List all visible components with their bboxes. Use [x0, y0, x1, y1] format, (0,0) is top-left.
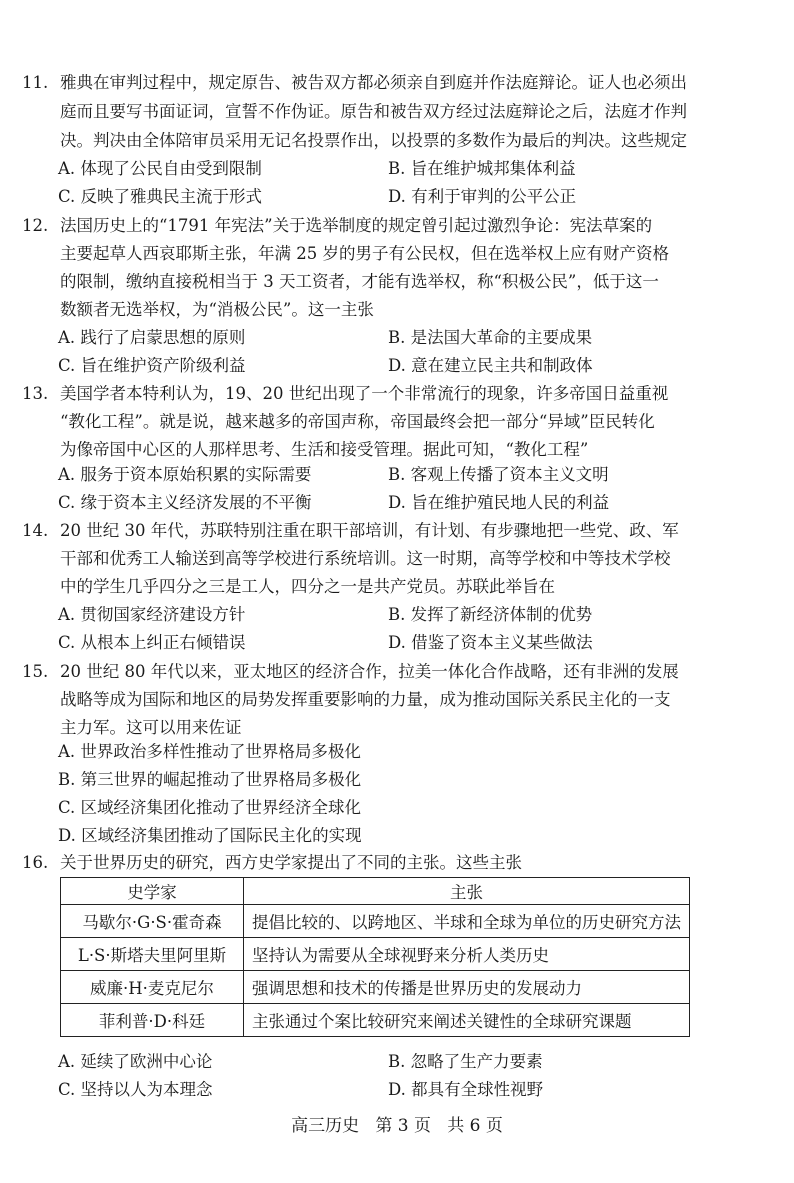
- option-d: D. 旨在维护殖民地人民的利益: [388, 493, 610, 512]
- question-number: 14.: [22, 521, 49, 540]
- question-text-line: 雅典在审判过程中，规定原告、被告双方都必须亲自到庭并作法庭辩论。证人也必须出: [60, 73, 687, 92]
- option-c: C. 坚持以人为本理念: [58, 1080, 213, 1099]
- option-d: D. 借鉴了资本主义某些做法: [388, 633, 593, 652]
- table-cell-claim: 主张通过个案比较研究来阐述关键性的全球研究课题: [244, 1004, 690, 1037]
- question-text-line: 为像帝国中心区的人那样思考、生活和接受管理。据此可知，“教化工程”: [60, 440, 589, 459]
- question-text-line: 美国学者本特利认为，19、20 世纪出现了一个非常流行的现象，许多帝国日益重视: [60, 384, 669, 403]
- option-a: A. 世界政治多样性推动了世界格局多极化: [58, 742, 361, 761]
- option-b: B. 是法国大革命的主要成果: [388, 328, 593, 347]
- table-cell-claim: 强调思想和技术的传播是世界历史的发展动力: [244, 971, 690, 1004]
- question-number: 15.: [22, 662, 49, 681]
- historians-table: [60, 877, 690, 1037]
- question-text-line: 数额者无选举权，为“消极公民”。这一主张: [60, 300, 374, 319]
- table-row: [61, 1004, 690, 1037]
- table-cell-claim: 提倡比较的、以跨地区、半球和全球为单位的历史研究方法: [244, 905, 690, 938]
- question-text-line: 主要起草人西哀耶斯主张，年满 25 岁的男子有公民权，但在选举权上应有财产资格: [60, 244, 669, 263]
- question-text-line: 20 世纪 80 年代以来，亚太地区的经济合作，拉美一体化合作战略，还有非洲的发展: [60, 662, 679, 681]
- option-b: B. 旨在维护城邦集体利益: [388, 159, 576, 178]
- option-d: D. 意在建立民主共和制政体: [388, 356, 593, 375]
- option-d: D. 都具有全球性视野: [388, 1080, 544, 1099]
- option-c: C. 从根本上纠正右倾错误: [58, 633, 246, 652]
- option-a: A. 延续了欧洲中心论: [58, 1052, 213, 1071]
- question-text-line: 决。判决由全体陪审员采用无记名投票作出，以投票的多数作为最后的判决。这些规定: [60, 131, 687, 150]
- option-c: C. 旨在维护资产阶级利益: [58, 356, 246, 375]
- question-number: 16.: [22, 853, 49, 872]
- option-a: A. 体现了公民自由受到限制: [58, 159, 262, 178]
- table-header-row: [61, 878, 690, 905]
- table-cell-historian: 威廉·H·麦克尼尔: [61, 971, 244, 1004]
- page-footer: 高三历史 第 3 页 共 6 页: [291, 1116, 503, 1136]
- question-number: 11.: [22, 73, 49, 92]
- question-text-line: 战略等成为国际和地区的局势发挥重要影响的力量，成为推动国际关系民主化的一支: [60, 690, 671, 709]
- option-d: D. 有利于审判的公平公正: [388, 187, 577, 206]
- table-row: [61, 971, 690, 1004]
- question-number: 12.: [22, 216, 49, 235]
- option-b: B. 发挥了新经济体制的优势: [388, 605, 593, 624]
- option-a: A. 贯彻国家经济建设方针: [58, 605, 246, 624]
- question-text-line: 20 世纪 30 年代，苏联特别注重在职干部培训，有计划、有步骤地把一些党、政、军: [60, 521, 679, 540]
- option-c: C. 缘于资本主义经济发展的不平衡: [58, 493, 312, 512]
- question-text-line: “教化工程”。就是说，越来越多的帝国声称，帝国最终会把一部分“异域”臣民转化: [60, 412, 655, 431]
- table-header-claim: 主张: [244, 878, 690, 905]
- option-c: C. 反映了雅典民主流于形式: [58, 187, 263, 206]
- question-text-line: 的限制，缴纳直接税相当于 3 天工资者，才能有选举权，称“积极公民”，低于这一: [60, 272, 659, 291]
- question-text-line: 法国历史上的“1791 年宪法”关于选举制度的规定曾引起过激烈争论：宪法草案的: [60, 216, 653, 235]
- table-cell-historian: 菲利普·D·科廷: [61, 1004, 244, 1037]
- option-a: A. 践行了启蒙思想的原则: [58, 328, 246, 347]
- question-number: 13.: [22, 384, 49, 403]
- option-a: A. 服务于资本原始积累的实际需要: [58, 465, 312, 484]
- option-b: B. 客观上传播了资本主义文明: [388, 465, 609, 484]
- table-header-historian: 史学家: [61, 878, 244, 905]
- question-text-line: 关于世界历史的研究，西方史学家提出了不同的主张。这些主张: [60, 853, 522, 872]
- question-text-line: 庭而且要写书面证词，宣誓不作伪证。原告和被告双方经过法庭辩论之后，法庭才作判: [60, 102, 687, 121]
- question-text-line: 中的学生几乎四分之三是工人，四分之一是共产党员。苏联此举旨在: [60, 577, 555, 596]
- table-cell-claim: 坚持认为需要从全球视野来分析人类历史: [244, 938, 690, 971]
- table-cell-historian: L·S·斯塔夫里阿里斯: [61, 938, 244, 971]
- question-text-line: 干部和优秀工人输送到高等学校进行系统培训。这一时期，高等学校和中等技术学校: [60, 549, 671, 568]
- table-row: [61, 938, 690, 971]
- question-text-line: 主力军。这可以用来佐证: [60, 718, 242, 737]
- table-row: [61, 905, 690, 938]
- option-b: B. 第三世界的崛起推动了世界格局多极化: [58, 770, 362, 789]
- table-cell-historian: 马歇尔·G·S·霍奇森: [61, 905, 244, 938]
- option-d: D. 区域经济集团推动了国际民主化的实现: [58, 826, 362, 845]
- option-c: C. 区域经济集团化推动了世界经济全球化: [58, 798, 362, 817]
- option-b: B. 忽略了生产力要素: [388, 1052, 543, 1071]
